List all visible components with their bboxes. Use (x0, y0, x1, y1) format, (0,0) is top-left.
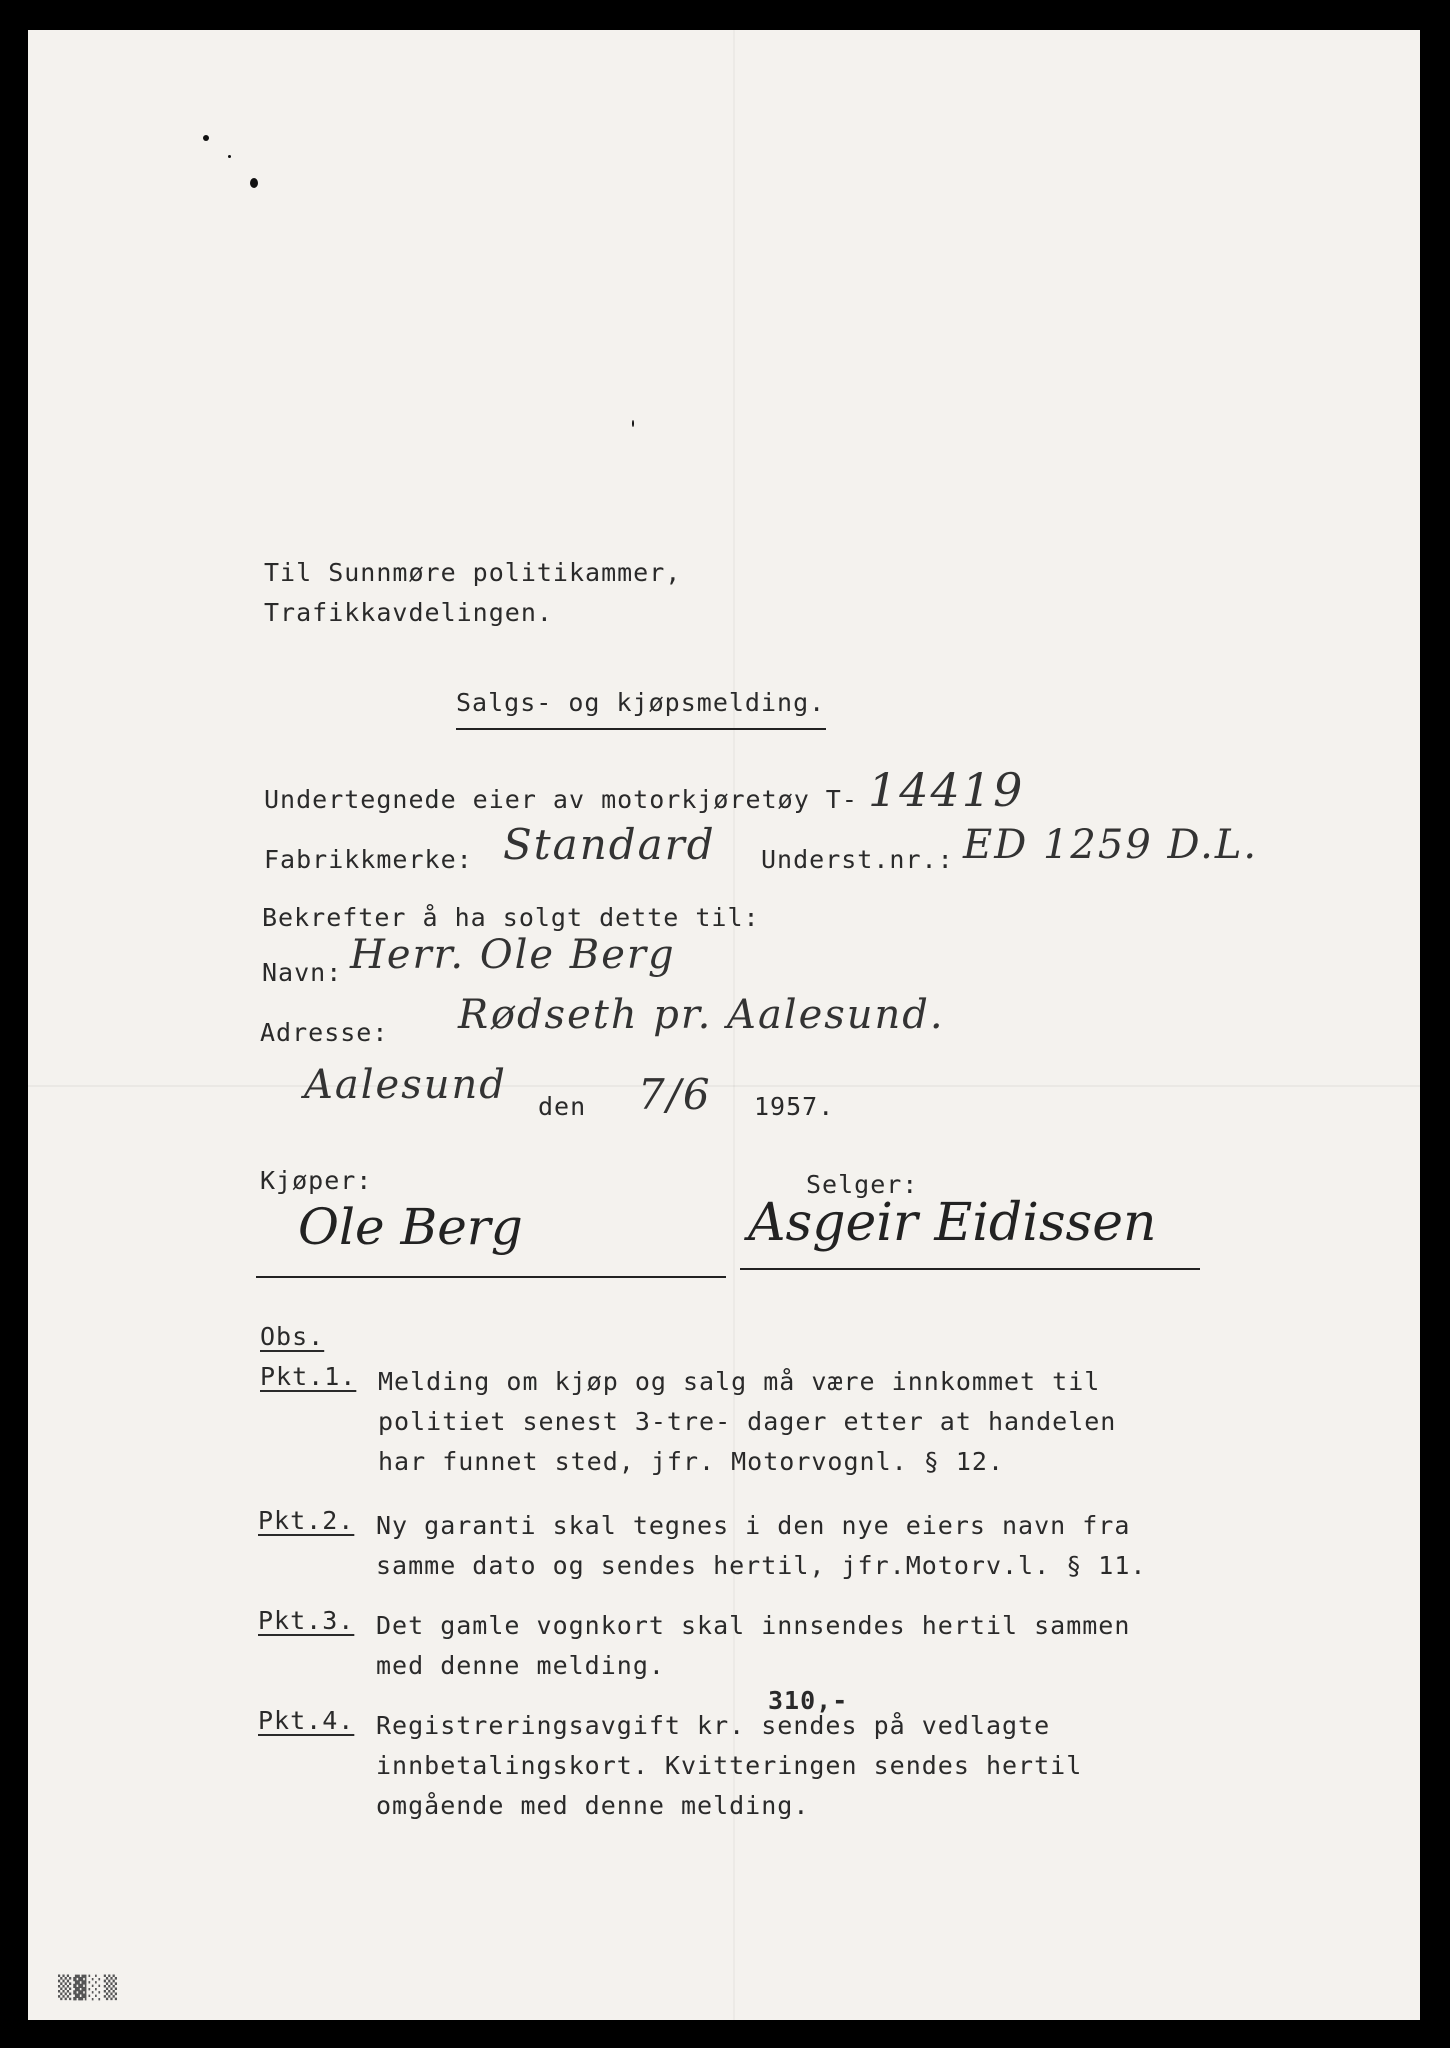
edge-smudge: ▒▓░▒ (58, 1976, 119, 2001)
document-page (28, 30, 1420, 2020)
note-label: Pkt.2. (258, 1506, 355, 1535)
recipient-line-1: Til Sunnmøre politikammer, (264, 558, 682, 587)
ink-speck (250, 178, 258, 188)
ink-speck (203, 135, 209, 141)
seller-signature: Asgeir Eidissen (748, 1193, 1157, 1253)
buyer-signature-line (256, 1276, 726, 1278)
ink-speck (228, 155, 231, 158)
buyer-signature: Ole Berg (298, 1198, 523, 1256)
note-text: Melding om kjøp og salg må være innkommet til politiet senest 3-tre- dager etter at handelen har funnet sted, jfr. Motorvognl. § 12. (378, 1367, 1117, 1476)
note-text: Det gamle vognkort skal innsendes hertil sammen med denne melding. (376, 1611, 1131, 1680)
make-label: Fabrikkmerke: (264, 845, 473, 874)
address-label: Adresse: (260, 1018, 389, 1047)
note-text: Registreringsavgift kr. sendes på vedlagte innbetalingskort. Kvitteringen sendes hertil omgående med denne melding. (376, 1711, 1083, 1820)
document-title: Salgs- og kjøpsmelding. (456, 688, 826, 717)
chassis-value: ED 1259 D.L. (963, 822, 1259, 868)
date-label: den (538, 1092, 587, 1121)
fee-amount: 310,- (768, 1686, 849, 1715)
registration-number: 14419 (868, 763, 1025, 817)
name-label: Navn: (262, 958, 343, 987)
note-label: Pkt.1. (260, 1362, 357, 1391)
note-label: Pkt.3. (258, 1606, 355, 1635)
place-value: Aalesund (304, 1062, 507, 1108)
title-underline (456, 728, 826, 730)
obs-label: Obs. (260, 1322, 325, 1351)
owner-label: Undertegnede eier av motorkjøretøy T- (264, 785, 858, 814)
buyer-label: Kjøper: (260, 1166, 373, 1195)
buyer-name: Herr. Ole Berg (350, 932, 676, 978)
recipient-line-2: Trafikkavdelingen. (264, 598, 553, 627)
date-value: 7/6 (638, 1070, 712, 1119)
note-text: Ny garanti skal tegnes i den nye eiers navn fra samme dato og sendes hertil, jfr.Motorv.l. § 11. (376, 1511, 1147, 1580)
note-label: Pkt.4. (258, 1706, 355, 1735)
fold-line-horizontal (28, 1085, 1420, 1087)
buyer-address: Rødseth pr. Aalesund. (458, 992, 945, 1038)
seller-signature-line (740, 1268, 1200, 1270)
seller-label: Selger: (806, 1170, 919, 1199)
make-value: Standard (503, 820, 716, 869)
confirm-label: Bekrefter å ha solgt dette til: (262, 903, 760, 932)
year-value: 1957. (754, 1092, 835, 1121)
ink-speck (632, 420, 634, 427)
chassis-label: Underst.nr.: (761, 845, 954, 874)
